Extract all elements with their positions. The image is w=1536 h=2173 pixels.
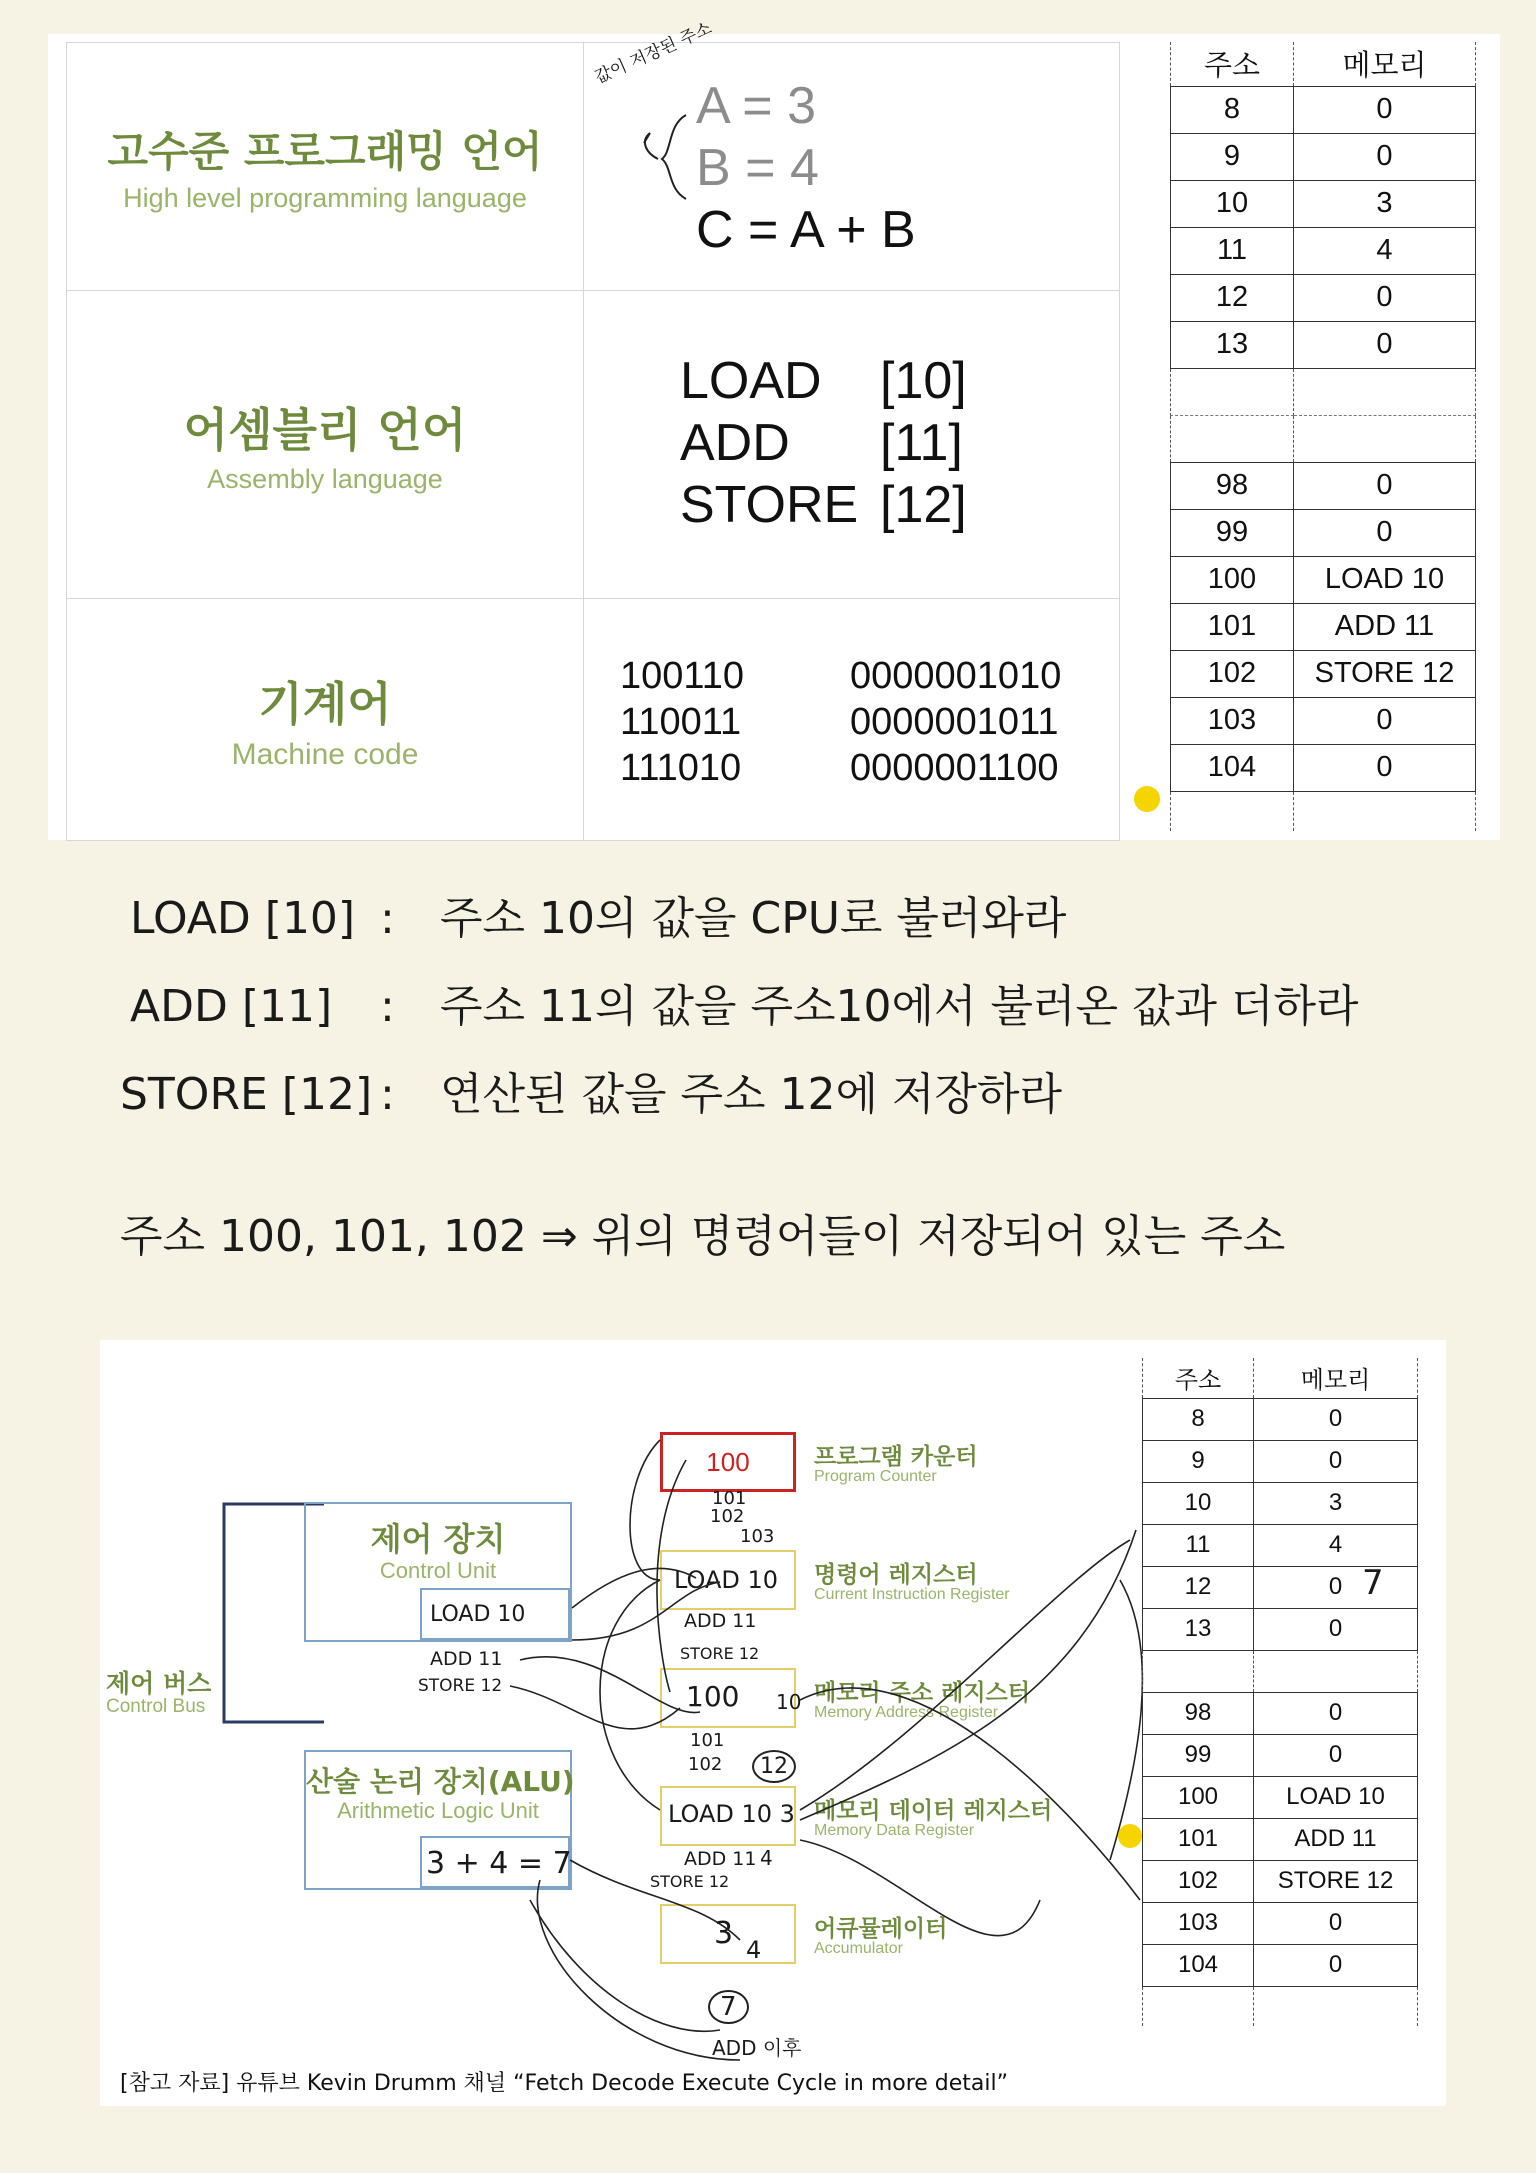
memory-row (1171, 227, 1476, 274)
memory-value: 0 (1294, 744, 1476, 791)
memory-row (1143, 1398, 1418, 1440)
machine-line (620, 701, 1120, 747)
asm-op: LOAD (680, 352, 822, 410)
memory-row (1143, 1566, 1418, 1608)
memory-gap (1143, 1650, 1418, 1692)
memory-gap (1171, 368, 1476, 415)
mar-side-102: 102 (688, 1754, 723, 1775)
memory-row (1143, 1734, 1418, 1776)
memory-data-register-value: LOAD 10 3 (668, 1800, 795, 1828)
memory-row (1143, 1944, 1418, 1986)
memory-row (1171, 86, 1476, 133)
memory-header-address: 주소 (1143, 1358, 1254, 1398)
control-bus-subtitle: Control Bus (106, 1696, 206, 1717)
memory-address: 102 (1171, 650, 1294, 697)
memory-row (1171, 697, 1476, 744)
memory-value: 0 (1294, 462, 1476, 509)
machine-code (620, 655, 1120, 793)
code-a: A = 3 (696, 77, 816, 135)
memory-12-new-value: 7 (1362, 1562, 1384, 1603)
memory-value: 0 (1254, 1608, 1418, 1650)
memory-row (1171, 180, 1476, 227)
memory-row (1171, 556, 1476, 603)
memory-value: 0 (1254, 1440, 1418, 1482)
memory-value: 0 (1294, 321, 1476, 368)
cu-side-store: STORE 12 (418, 1676, 503, 1696)
control-bus-title: 제어 버스 (106, 1669, 212, 1698)
memory-address: 98 (1143, 1692, 1254, 1734)
note-separator: : (380, 981, 395, 1032)
memory-value: 0 (1294, 697, 1476, 744)
opcode: 110011 (620, 701, 742, 743)
memory-address-register-subtitle: Memory Address Register (814, 1704, 999, 1721)
note-label: LOAD [10] (130, 893, 356, 944)
note-line-4: 주소 100, 101, 102 ⇒ 위의 명령어들이 저장되어 있는 주소 (120, 1211, 1286, 1262)
operand: 0000001011 (850, 701, 1059, 743)
memory-address: 13 (1171, 321, 1294, 368)
memory-table-top (1170, 42, 1476, 831)
language-slide (48, 18, 1500, 840)
operand: 0000001010 (850, 655, 1062, 697)
memory-address: 103 (1171, 697, 1294, 744)
code-b: B = 4 (696, 139, 819, 197)
mdr-after-add: ADD 11 (684, 1848, 757, 1870)
memory-row (1143, 1692, 1418, 1734)
memory-value: 0 (1294, 274, 1476, 321)
acc-below-note: ADD 이후 (712, 2036, 802, 2060)
memory-address: 103 (1143, 1902, 1254, 1944)
instruction-register-title: 명령어 레지스터 (814, 1562, 978, 1588)
pc-step-103: 103 (740, 1526, 775, 1547)
code-c: C = A + B (696, 201, 916, 259)
memory-address: 8 (1171, 86, 1294, 133)
memory-address: 11 (1143, 1524, 1254, 1566)
memory-row (1171, 321, 1476, 368)
memory-value: 4 (1294, 227, 1476, 274)
reference-caption: [참고 자료] 유튜브 Kevin Drumm 채널 “Fetch Decode Execute Cycle in more detail” (120, 2071, 1009, 2096)
note-text: 주소 11의 값을 주소10에서 불러온 값과 더하라 (440, 981, 1359, 1032)
memory-address-register-title: 메모리 주소 레지스터 (814, 1680, 1030, 1706)
memory-row (1171, 509, 1476, 556)
cir-after-add: ADD 11 (684, 1610, 757, 1632)
memory-row (1171, 133, 1476, 180)
accumulator-subtitle: Accumulator (814, 1940, 903, 1957)
memory-address: 12 (1171, 274, 1294, 321)
memory-value: 0 (1254, 1734, 1418, 1776)
asm-op: ADD (680, 414, 790, 472)
mar-circle-value: 12 (752, 1750, 796, 1783)
assembly-cell (67, 291, 584, 599)
high-level-code-cell (584, 18, 1120, 291)
memory-row (1143, 1440, 1418, 1482)
memory-row (1143, 1776, 1418, 1818)
memory-value: 0 (1254, 1944, 1418, 1986)
assembly-code-cell (584, 291, 1120, 599)
memory-header-memory: 메모리 (1294, 42, 1476, 86)
memory-value: LOAD 10 (1294, 556, 1476, 603)
opcode: 111010 (620, 747, 742, 789)
pc-step-102: 102 (710, 1506, 745, 1527)
program-counter-subtitle: Program Counter (814, 1468, 937, 1485)
memory-value: ADD 11 (1254, 1818, 1418, 1860)
memory-address: 9 (1143, 1440, 1254, 1482)
alu-title: 산술 논리 장치(ALU) (306, 1765, 575, 1798)
memory-address: 102 (1143, 1860, 1254, 1902)
memory-row (1171, 462, 1476, 509)
memory-gap (1171, 415, 1476, 462)
memory-header-memory: 메모리 (1254, 1358, 1418, 1398)
alu-subtitle: Arithmetic Logic Unit (337, 1798, 539, 1823)
memory-value: 3 (1294, 180, 1476, 227)
acc-value-4: 4 (746, 1936, 762, 1964)
memory-address: 104 (1171, 744, 1294, 791)
memory-value: 0 (1294, 133, 1476, 180)
memory-value: 0 (1254, 1902, 1418, 1944)
note-line-1 (130, 882, 1066, 946)
memory-address: 99 (1171, 509, 1294, 556)
asm-arg: [10] (880, 352, 967, 410)
machine-title: 기계어 (258, 676, 392, 731)
memory-address: 101 (1171, 603, 1294, 650)
memory-row (1171, 274, 1476, 321)
memory-data-register-subtitle: Memory Data Register (814, 1822, 975, 1839)
cu-side-add: ADD 11 (430, 1648, 503, 1670)
memory-value: 0 (1294, 86, 1476, 133)
memory-data-register-title: 메모리 데이터 레지스터 (814, 1798, 1053, 1824)
memory-address: 100 (1143, 1776, 1254, 1818)
mar-side-101: 101 (690, 1730, 725, 1751)
memory-address: 104 (1143, 1944, 1254, 1986)
memory-address: 98 (1171, 462, 1294, 509)
high-level-title: 고수준 프로그래밍 언어 (107, 127, 543, 176)
machine-cell (67, 599, 584, 841)
memory-value: ADD 11 (1294, 603, 1476, 650)
program-counter-value: 100 (706, 1447, 750, 1477)
asm-op: STORE (680, 476, 859, 534)
memory-value: LOAD 10 (1254, 1776, 1418, 1818)
memory-row (1143, 1482, 1418, 1524)
cpu-slide (100, 1340, 1446, 2106)
control-unit-title: 제어 장치 (370, 1520, 506, 1558)
language-level-table (66, 18, 1120, 841)
opcode: 100110 (620, 655, 744, 697)
operand: 0000001100 (850, 747, 1059, 789)
memory-table-bottom (1142, 1358, 1418, 2026)
memory-address: 13 (1143, 1608, 1254, 1650)
memory-address: 99 (1143, 1734, 1254, 1776)
high-level-cell (67, 43, 584, 291)
memory-value: 0 (1294, 509, 1476, 556)
note-text: 연산된 값을 주소 12에 저장하라 (440, 1069, 1062, 1120)
note-label: STORE [12] (120, 1069, 373, 1120)
handwritten-note: 값이 저장된 주소 (592, 18, 716, 88)
memory-row (1143, 1608, 1418, 1650)
memory-address: 11 (1171, 227, 1294, 274)
memory-address: 10 (1171, 180, 1294, 227)
memory-address: 10 (1143, 1482, 1254, 1524)
program-counter-title: 프로그램 카운터 (814, 1444, 978, 1470)
assembly-subtitle: Assembly language (207, 464, 443, 494)
mar-side-10: 10 (776, 1690, 802, 1714)
instruction-register-value: LOAD 10 (674, 1566, 779, 1594)
machine-line (620, 655, 1120, 701)
machine-code-cell (584, 599, 1120, 841)
cursor-highlight-icon (1118, 1824, 1142, 1848)
memory-row (1171, 744, 1476, 791)
memory-row (1171, 603, 1476, 650)
memory-value-text: 0 (1328, 1573, 1343, 1600)
instruction-register-subtitle: Current Instruction Register (814, 1586, 1010, 1603)
note-separator: : (380, 893, 395, 944)
control-unit-subtitle: Control Unit (379, 1558, 497, 1583)
asm-arg: [11] (880, 414, 963, 472)
acc-value-7: 7 (708, 1990, 749, 2024)
note-separator: : (380, 1069, 395, 1120)
memory-address-register-value: 100 (686, 1680, 740, 1713)
machine-subtitle: Machine code (231, 737, 419, 771)
note-label: ADD [11] (130, 981, 333, 1032)
memory-value: 3 (1254, 1482, 1418, 1524)
memory-row (1143, 1524, 1418, 1566)
pc-step-101: 101 (712, 1488, 747, 1509)
alu-inner-value: 3 + 4 = 7 (426, 1846, 572, 1881)
asm-arg: [12] (880, 476, 967, 534)
note-bracket (628, 105, 700, 205)
memory-value: STORE 12 (1254, 1860, 1418, 1902)
memory-header-address: 주소 (1171, 42, 1294, 86)
high-level-subtitle: High level programming language (123, 183, 527, 213)
cir-after-store: STORE 12 (680, 1644, 760, 1663)
mdr-after-4: 4 (760, 1846, 773, 1870)
assembly-title: 어셈블리 언어 (183, 403, 467, 457)
memory-row (1143, 1818, 1418, 1860)
memory-value: 0 (1254, 1692, 1418, 1734)
cursor-highlight-icon (1134, 786, 1160, 812)
accumulator-title: 어큐뮬레이터 (814, 1916, 948, 1942)
note-line-2 (130, 970, 1358, 1034)
memory-row (1143, 1860, 1418, 1902)
note-line-3 (120, 1058, 1062, 1122)
memory-address: 12 (1143, 1566, 1254, 1608)
memory-address: 8 (1143, 1398, 1254, 1440)
memory-value: STORE 12 (1294, 650, 1476, 697)
memory-row (1143, 1902, 1418, 1944)
memory-value: 4 (1254, 1524, 1418, 1566)
control-unit-inner-value: LOAD 10 (430, 1602, 526, 1627)
memory-address: 101 (1143, 1818, 1254, 1860)
memory-row (1171, 650, 1476, 697)
memory-address: 100 (1171, 556, 1294, 603)
memory-value (1254, 1562, 1418, 1608)
note-text: 주소 10의 값을 CPU로 불러와라 (440, 893, 1067, 944)
memory-value: 0 (1254, 1398, 1418, 1440)
mdr-after-store: STORE 12 (650, 1872, 730, 1891)
machine-line (620, 747, 1120, 793)
accumulator-value: 3 (714, 1916, 734, 1951)
memory-address: 9 (1171, 133, 1294, 180)
